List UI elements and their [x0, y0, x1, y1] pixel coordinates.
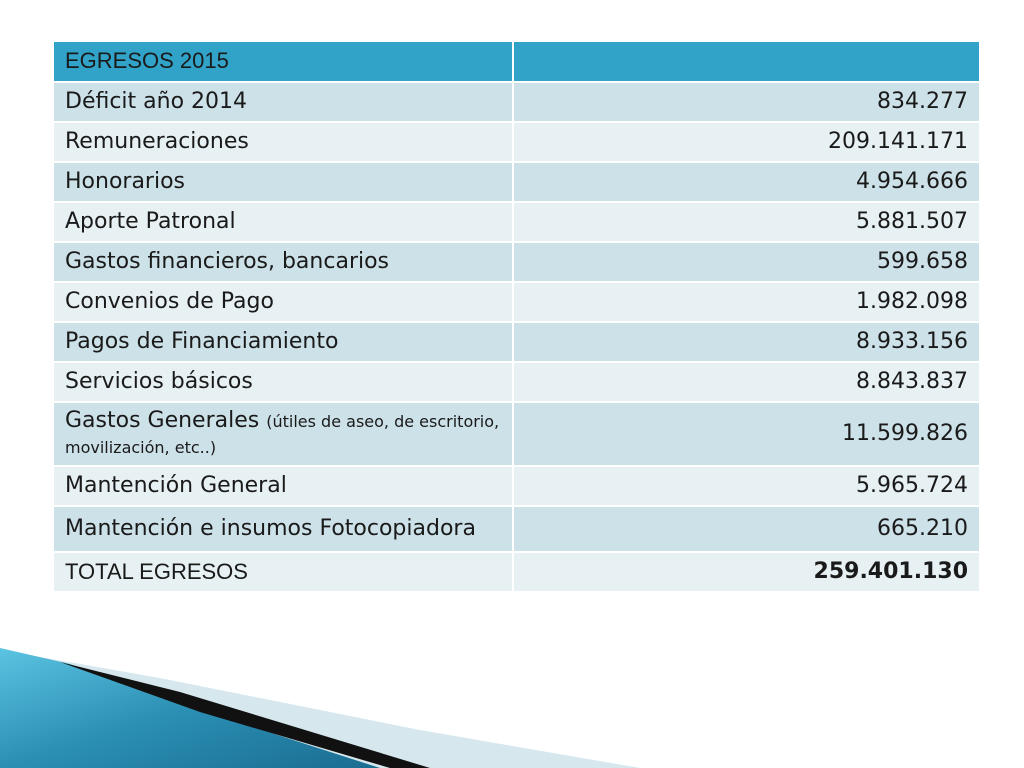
row-amount: 8.843.837: [513, 362, 980, 402]
table-row: [53, 242, 980, 282]
total-label: TOTAL EGRESOS: [53, 552, 513, 592]
table-title: EGRESOS 2015: [53, 41, 513, 82]
row-amount: 5.881.507: [513, 202, 980, 242]
row-label: Mantención e insumos Fotocopiadora: [53, 506, 513, 552]
row-label: Pagos de Financiamiento: [53, 322, 513, 362]
row-label-with-note: [53, 402, 513, 466]
row-label: Honorarios: [53, 162, 513, 202]
row-label: Servicios básicos: [53, 362, 513, 402]
table-row: [53, 202, 980, 242]
table-row: [53, 466, 980, 506]
total-row: [53, 552, 980, 592]
table-row: [53, 322, 980, 362]
row-label: Déficit año 2014: [53, 82, 513, 122]
table-row: [53, 506, 980, 552]
row-amount: 834.277: [513, 82, 980, 122]
table-row: [53, 362, 980, 402]
table-row: [53, 402, 980, 466]
table-header-value: [513, 41, 980, 82]
row-label: Gastos Generales: [65, 407, 260, 433]
table-row: [53, 82, 980, 122]
total-amount: 259.401.130: [513, 552, 980, 592]
row-amount: 5.965.724: [513, 466, 980, 506]
row-label: Remuneraciones: [53, 122, 513, 162]
decorative-swoosh: [0, 600, 1024, 768]
row-amount: 1.982.098: [513, 282, 980, 322]
row-label: Aporte Patronal: [53, 202, 513, 242]
row-note: (útiles de aseo, de escritorio, movilización, etc..): [65, 411, 500, 457]
row-amount: 4.954.666: [513, 162, 980, 202]
table-row: [53, 162, 980, 202]
row-label: Mantención General: [53, 466, 513, 506]
row-amount: 599.658: [513, 242, 980, 282]
row-amount: 665.210: [513, 506, 980, 552]
table-header-row: [53, 41, 980, 82]
table-row: [53, 282, 980, 322]
row-label: Gastos financieros, bancarios: [53, 242, 513, 282]
egresos-table: [52, 40, 981, 593]
table-row: [53, 122, 980, 162]
row-amount: 8.933.156: [513, 322, 980, 362]
row-amount: 209.141.171: [513, 122, 980, 162]
row-amount: 11.599.826: [513, 402, 980, 466]
row-label: Convenios de Pago: [53, 282, 513, 322]
